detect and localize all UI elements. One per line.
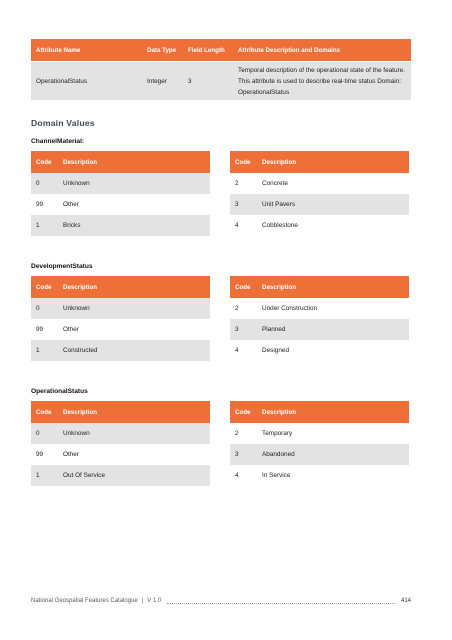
domain-table-right: [230, 401, 409, 486]
attribute-row: [31, 62, 411, 100]
header-description: Attribute Description and Domains: [238, 46, 341, 54]
footer-title: National Geospatial Features Catalogue: [31, 598, 138, 604]
table-row: [31, 298, 210, 319]
description-cell: Abandoned: [262, 451, 295, 458]
domain-table-header: [31, 151, 210, 173]
description-cell: Other: [63, 451, 79, 458]
table-row: [31, 319, 210, 340]
code-cell: 0: [36, 430, 40, 437]
attribute-type: Integer: [147, 77, 167, 85]
header-code: Code: [36, 408, 52, 416]
description-cell: In Service: [262, 472, 291, 479]
code-cell: 2: [235, 305, 239, 312]
description-cell: Unknown: [63, 305, 90, 312]
header-code: Code: [36, 158, 52, 166]
domain-table-left: [31, 151, 210, 236]
domain-table-left: [31, 401, 210, 486]
table-row: [31, 340, 210, 361]
attribute-description: Temporal description of the operational state of the feature. This attribute is used to describe real-time status Domain: OperationalStatus: [238, 66, 405, 96]
description-cell: Designed: [262, 347, 290, 354]
table-row: [230, 465, 409, 486]
code-cell: 4: [235, 347, 239, 354]
description-cell: Other: [63, 201, 79, 208]
domain-label: OperationalStatus: [31, 388, 88, 395]
code-cell: 1: [36, 222, 40, 229]
domain-table-header: [230, 401, 409, 423]
description-cell: Unit Pavers: [262, 201, 296, 208]
page-number: 414: [400, 598, 411, 604]
table-row: [31, 194, 210, 215]
code-cell: 99: [36, 201, 44, 208]
description-cell: Temporary: [262, 430, 293, 437]
table-row: [230, 298, 409, 319]
code-cell: 0: [36, 180, 40, 187]
header-description: Description: [63, 283, 98, 291]
code-cell: 4: [235, 472, 239, 479]
table-row: [31, 423, 210, 444]
code-cell: 0: [36, 305, 40, 312]
attribute-table-header: [31, 39, 411, 61]
domain-label: DevelopmentStatus: [31, 263, 93, 270]
attribute-length: 3: [188, 77, 192, 85]
description-cell: Planned: [262, 326, 286, 333]
header-field-length: Field Length: [188, 46, 225, 54]
table-row: [230, 444, 409, 465]
code-cell: 1: [36, 347, 40, 354]
header-description: Description: [262, 283, 297, 291]
description-cell: Unknown: [63, 430, 90, 437]
domain-label: ChannelMaterial:: [31, 138, 85, 145]
code-cell: 99: [36, 326, 44, 333]
table-row: [230, 423, 409, 444]
attribute-table: [31, 39, 411, 100]
code-cell: 2: [235, 430, 239, 437]
header-code: Code: [235, 283, 251, 291]
table-row: [31, 444, 210, 465]
domain-table-header: [230, 276, 409, 298]
description-cell: Bricks: [63, 222, 81, 229]
table-row: [31, 215, 210, 236]
code-cell: 3: [235, 451, 239, 458]
table-row: [230, 194, 409, 215]
code-cell: 4: [235, 222, 239, 229]
description-cell: Other: [63, 326, 79, 333]
code-cell: 1: [36, 472, 40, 479]
attribute-name: OperationalStatus: [36, 77, 88, 85]
description-cell: Under Construction: [262, 305, 318, 312]
dotted-leader: [167, 603, 395, 604]
table-row: [31, 173, 210, 194]
header-description: Description: [63, 408, 98, 416]
table-row: [230, 319, 409, 340]
description-cell: Concrete: [262, 180, 288, 187]
domain-table-right: [230, 151, 409, 236]
table-row: [230, 215, 409, 236]
code-cell: 3: [235, 201, 239, 208]
description-cell: Cobblestone: [262, 222, 298, 229]
header-description: Description: [63, 158, 98, 166]
header-description: Description: [262, 408, 297, 416]
header-description: Description: [262, 158, 297, 166]
code-cell: 99: [36, 451, 44, 458]
header-code: Code: [235, 408, 251, 416]
page-footer: [31, 598, 411, 604]
header-code: Code: [235, 158, 251, 166]
header-data-type: Data Type: [147, 46, 177, 54]
code-cell: 2: [235, 180, 239, 187]
header-code: Code: [36, 283, 52, 291]
domain-table-right: [230, 276, 409, 361]
domain-table-header: [230, 151, 409, 173]
domain-table-header: [31, 276, 210, 298]
description-cell: Constructed: [63, 347, 98, 354]
table-row: [230, 173, 409, 194]
section-title: Domain Values: [31, 118, 95, 128]
footer-separator: |: [141, 598, 144, 604]
description-cell: Out Of Service: [63, 472, 105, 479]
code-cell: 3: [235, 326, 239, 333]
domain-table-left: [31, 276, 210, 361]
table-row: [31, 465, 210, 486]
description-cell: Unknown: [63, 180, 90, 187]
table-row: [230, 340, 409, 361]
header-attribute-name: Attribute Name: [36, 46, 81, 54]
domain-table-header: [31, 401, 210, 423]
footer-version: V 1.0: [147, 598, 162, 604]
